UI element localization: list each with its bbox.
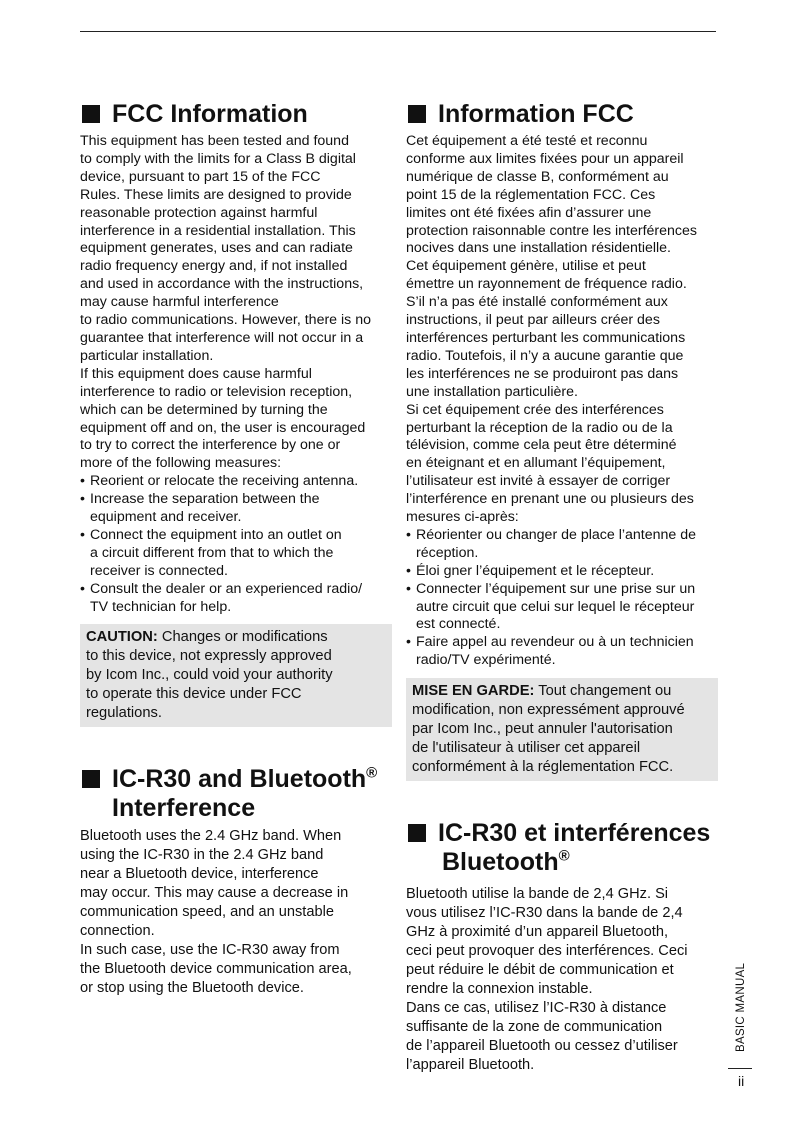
fcc-body-fr: Cet équipement a été testé et reconnu conforme aux limites fixées pour un appareil numérique de classe B, conformément au point 15 de la réglementation FCC. Ces limites ont été fixées afin d’assurer une protection raisonnable contre les interférences nocives dans une installation résidentielle. Cet équipement génère, utilise et peut émettre un rayonnement de fréquence radio. S’il n’a pas été installé conformément aux instructions, il peut par ailleurs créer des interférences perturbant les communications radio. Toutefois, il n’y a aucune garantie que les interférences ne se produiront pas dans une installation particulière. Si cet équipement crée des interférences perturbant la réception de la radio ou de la télévision, comme cela peut être déterminé en éteignant et en allumant l’équipement, l’utilisateur est invité à essayer de corriger l’interférence en prenant une ou plusieurs des mesures ci-après: (406, 133, 698, 526)
caution-box-en (80, 624, 392, 727)
fcc-heading-en: FCC Information (80, 100, 392, 129)
caution-label: MISE EN GARDE: (412, 683, 535, 700)
fcc-measures-list-fr (406, 527, 718, 670)
footer-rule (728, 1068, 752, 1069)
list-item: • Connect the equipment into an outlet on a circuit different from that to which the receiver is connected. (80, 526, 342, 579)
english-column (80, 100, 392, 998)
list-item: • Faire appel au revendeur ou à un technicien radio/TV expérimenté. (406, 634, 694, 669)
section-side-label: BASIC MANUAL (735, 962, 747, 1052)
square-bullet-icon (82, 105, 100, 123)
list-item: • Éloi gner l’équipement et le récepteur. (406, 562, 655, 579)
bluetooth-heading-fr: IC-R30 et interférences Bluetooth® (406, 819, 718, 877)
fcc-measures-list-en (80, 473, 392, 616)
french-column (406, 100, 718, 1075)
page-number: ii (738, 1073, 745, 1089)
square-bullet-icon (408, 105, 426, 123)
fcc-heading-fr: Information FCC (406, 100, 718, 129)
list-item: • Increase the separation between the equipment and receiver. (80, 491, 320, 526)
top-rule (80, 31, 716, 32)
bluetooth-body-fr: Bluetooth utilise la bande de 2,4 GHz. Si vous utilisez l’IC-R30 dans la bande de 2,4 GHz à proximité d’un appareil Bluetooth, ceci peut provoquer des interférences. Ceci peut réduire le débit de communication et rendre la connexion instable. Dans ce cas, utilisez l’IC-R30 à distance suffisante de la zone de communication de l’appareil Bluetooth ou cessez d’utiliser l’appareil Bluetooth. (406, 886, 688, 1074)
fcc-body-en: This equipment has been tested and found to comply with the limits for a Class B digital device, pursuant to part 15 of the FCC Rules. These limits are designed to provide reasonable protection against harmful interference in a residential installation. This equipment generates, uses and can radiate radio frequency energy and, if not installed and used in accordance with the instructions, may cause harmful interference to radio communications. However, there is no guarantee that interference will not occur in a particular installation. If this equipment does cause harmful interference to radio or television reception, which can be determined by turning the equipment off and on, the user is encouraged to try to correct the interference by one or more of the following measures: (80, 133, 371, 472)
bluetooth-heading-en: IC-R30 and Bluetooth® Interference (80, 765, 392, 823)
caution-box-fr (406, 678, 718, 781)
list-item: • Réorienter ou changer de place l’antenne de réception. (406, 526, 697, 561)
list-item: • Connecter l’équipement sur une prise sur un autre circuit que celui sur lequel le récepteur est connecté. (406, 580, 696, 633)
bluetooth-body-en: Bluetooth uses the 2.4 GHz band. When using the IC-R30 in the 2.4 GHz band near a Bluetooth device, interference may occur. This may cause a decrease in communication speed, and an unstable connection. In such case, use the IC-R30 away from the Bluetooth device communication area, or stop using the Bluetooth device. (80, 828, 352, 997)
caution-text: Tout changement ou modification, non expressément approuvé par Icom Inc., peut annuler l'autorisation de l'utilisateur à utiliser cet appareil conformément à la réglementation FCC. (412, 683, 685, 776)
square-bullet-icon (408, 824, 426, 842)
list-item: • Consult the dealer or an experienced radio/ TV technician for help. (80, 580, 363, 615)
caution-label: CAUTION: (86, 629, 158, 646)
square-bullet-icon (82, 770, 100, 788)
caution-text: Changes or modifications to this device, not expressly approved by Icom Inc., could void your authority to operate this device under FCC regulations. (86, 629, 333, 722)
list-item: • Reorient or relocate the receiving antenna. (80, 473, 359, 490)
